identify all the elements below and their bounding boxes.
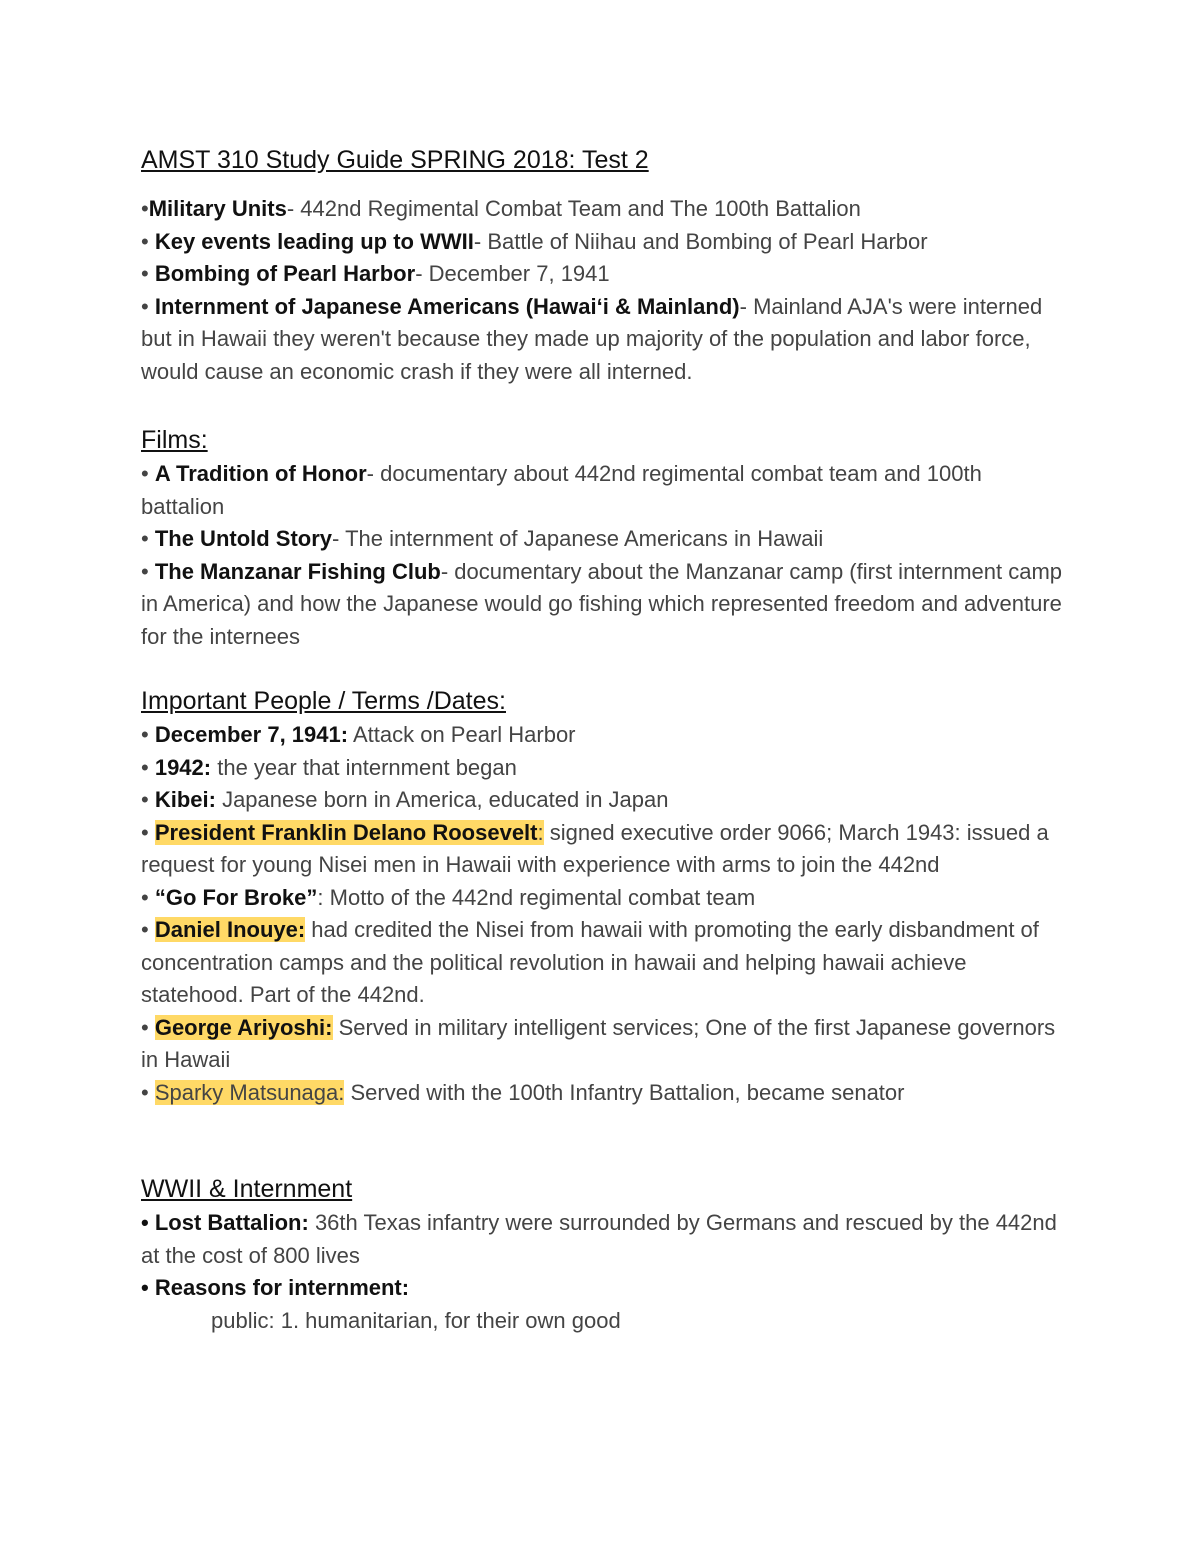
separator: - <box>332 526 346 551</box>
bullet: • <box>141 1014 155 1040</box>
description: 442nd Regimental Combat Team and The 100th Battalion <box>300 196 861 221</box>
bullet: • <box>141 787 155 812</box>
term: Key events leading up to WWII <box>154 228 474 254</box>
description: signed executive order 9066; March 1943: issued a request for young Nisei men in Hawaii with experience with arms to join the 442nd <box>141 819 1049 877</box>
bullet: • <box>141 228 155 254</box>
term: Internment of Japanese Americans (Hawaiʻi & Mainland) <box>154 293 740 319</box>
description: documentary about 442nd regimental combat team and 100th battalion <box>141 461 982 519</box>
highlighted-term: George Ariyoshi: <box>154 1014 333 1040</box>
list-item <box>141 784 1071 817</box>
term: The Manzanar Fishing Club <box>154 558 441 584</box>
sub-item: public: 1. humanitarian, for their own good <box>211 1307 621 1333</box>
list-item <box>141 291 1071 389</box>
page-title: AMST 310 Study Guide SPRING 2018: Test 2 <box>141 146 649 174</box>
list-item <box>141 193 1071 226</box>
list-item <box>141 226 1071 259</box>
spacer <box>141 653 1071 683</box>
description: Motto of the 442nd regimental combat team <box>323 884 756 910</box>
wwii-list <box>141 1207 1071 1337</box>
description: Mainland AJA's were interned but in Hawaii they weren't because they made up majority of the population and labor force, would cause an economic crash if they were all interned. <box>141 293 1043 384</box>
term: Lost Battalion: <box>154 1210 309 1235</box>
description: Battle of Niihau and Bombing of Pearl Harbor <box>487 228 928 254</box>
bullet: • <box>141 196 149 221</box>
bullet: • <box>141 461 155 486</box>
bullet: • <box>141 558 155 584</box>
separator: - <box>440 558 455 584</box>
term: December 7, 1941: <box>154 722 349 747</box>
bullet: • <box>141 293 155 319</box>
highlighted-term: Daniel Inouye: <box>154 917 306 942</box>
document-body <box>141 142 1071 1337</box>
list-item <box>141 458 1071 523</box>
section-heading-wwii: WWII & Internment <box>141 1175 353 1203</box>
list-item <box>141 914 1071 1012</box>
term: A Tradition of Honor <box>154 461 367 486</box>
bullet: • <box>141 917 155 942</box>
highlighted-term: President Franklin Delano Roosevelt <box>154 819 538 845</box>
bullet: • <box>141 1079 155 1105</box>
description: documentary about the Manzanar camp (first internment camp in America) and how the Japanese would go fishing which represented freedom and adventure for the internees <box>141 558 1063 649</box>
intro-list <box>141 193 1071 388</box>
separator: - <box>366 461 381 486</box>
list-item <box>141 882 1071 915</box>
bullet: • <box>141 526 155 551</box>
bullet: • <box>141 261 155 286</box>
term: Reasons for internment: <box>154 1275 410 1300</box>
films-list <box>141 458 1071 653</box>
list-item <box>141 1012 1071 1077</box>
description: The internment of Japanese Americans in Hawaii <box>345 526 824 551</box>
people-list <box>141 719 1071 1109</box>
list-item <box>141 752 1071 785</box>
separator: - <box>473 228 488 254</box>
description: 36th Texas infantry were surrounded by Germans and rescued by the 442nd at the cost of 800 lives <box>141 1210 1057 1268</box>
list-item <box>141 258 1071 291</box>
list-item <box>141 523 1071 556</box>
term: Military Units <box>148 196 287 221</box>
list-item <box>141 817 1071 882</box>
description: the year that internment began <box>211 754 517 780</box>
description: Served in military intelligent services; One of the first Japanese governors in Hawaii <box>141 1014 1056 1072</box>
description: Served with the 100th Infantry Battalion, became senator <box>344 1079 905 1105</box>
description: Attack on Pearl Harbor <box>348 722 576 747</box>
bullet: • <box>141 1275 155 1300</box>
highlighted-term: Sparky Matsunaga: <box>154 1079 345 1105</box>
section-heading-people: Important People / Terms /Dates: <box>141 687 506 715</box>
term: The Untold Story <box>154 526 333 551</box>
list-item <box>141 1272 1071 1305</box>
bullet: • <box>141 819 155 845</box>
term: Bombing of Pearl Harbor <box>154 261 416 286</box>
colon: : <box>317 884 324 910</box>
separator: - <box>415 261 429 286</box>
bullet: • <box>141 722 155 747</box>
description: December 7, 1941 <box>428 261 610 286</box>
separator: - <box>286 196 301 221</box>
description: had credited the Nisei from hawaii with promoting the early disbandment of concentration camps and the political revolution in hawaii and helping hawaii achieve statehood. Part of the 442nd. <box>141 917 1039 1007</box>
bullet: • <box>141 884 155 910</box>
section-heading-films: Films: <box>141 426 208 454</box>
list-item <box>141 719 1071 752</box>
highlighted-colon: : <box>537 819 544 845</box>
bullet: • <box>141 754 155 780</box>
spacer <box>141 388 1071 422</box>
term: Kibei: <box>154 787 216 812</box>
list-item <box>141 1207 1071 1272</box>
separator: - <box>739 293 754 319</box>
spacer <box>141 1109 1071 1171</box>
list-item <box>141 1077 1071 1110</box>
bullet: • <box>141 1210 155 1235</box>
term: 1942: <box>154 754 212 780</box>
description: Japanese born in America, educated in Japan <box>215 787 669 812</box>
list-item <box>141 556 1071 654</box>
term: “Go For Broke” <box>154 884 318 910</box>
